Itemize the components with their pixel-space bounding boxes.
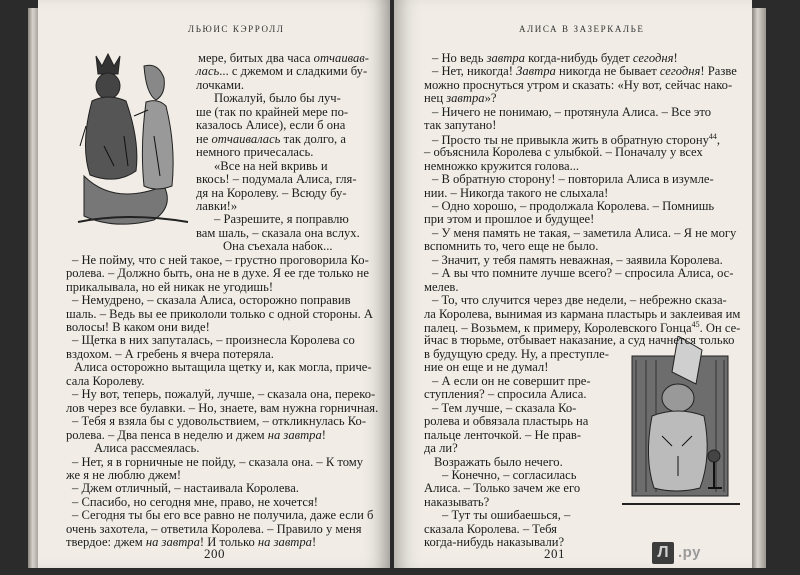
text-run: ! <box>321 427 326 442</box>
text-run: да ли? <box>424 441 458 456</box>
illustration-hatter-prison <box>622 336 740 508</box>
text-run: когда-нибудь наказывали? <box>424 535 565 550</box>
text-run: дя на Королеву. – Всюду бу- <box>196 185 347 200</box>
text-run: – Ну вот, теперь, пожалуй, лучше, – сказала она, переко- <box>72 387 376 402</box>
text-run: сала Королеву. <box>66 373 145 388</box>
text-run: Алиса. – Только зачем же его <box>424 481 581 496</box>
text-line <box>72 388 375 401</box>
open-book <box>8 0 784 575</box>
text-line <box>424 348 609 361</box>
text-line <box>424 308 740 321</box>
italic-word: лась <box>196 64 220 79</box>
text-line <box>196 106 348 119</box>
text-line <box>424 388 586 401</box>
text-run: – У меня память не такая, – заметила Алиса. – Я не могу <box>432 225 737 240</box>
text-line <box>196 65 367 78</box>
text-run: ! И только <box>199 535 258 550</box>
text-run: – Разрешите, я поправлю <box>214 212 349 227</box>
text-run: ролева и обвязала пластырь на <box>424 414 589 429</box>
text-run: вкось! – подумала Алиса, гля- <box>196 172 357 187</box>
italic-word: на завтра <box>257 535 312 550</box>
running-head-left: ЛЬЮИС КЭРРОЛЛ <box>188 24 285 34</box>
right-page-edges <box>752 8 766 568</box>
text-line <box>424 523 557 536</box>
text-run: – Одно хорошо, – продолжала Королева. – Помнишь <box>432 198 715 213</box>
italic-word: отчаивалась <box>211 131 281 146</box>
text-run: – Сегодня ты бы его все равно не получила, даже если б <box>72 508 374 523</box>
text-line <box>424 92 496 105</box>
italic-word: Завтра <box>516 64 556 79</box>
text-line <box>66 321 210 334</box>
text-run: Возражать было нечего. <box>434 454 563 469</box>
text-run: – Не пойму, что с ней такое, – грустно проговорила Ко- <box>72 252 369 267</box>
text-line <box>442 509 570 522</box>
text-run: »? <box>484 91 497 106</box>
text-run: немножко кружится голова... <box>424 158 580 173</box>
text-run: палец. – Возьмем, к примеру, Королевского Гонца <box>424 321 692 336</box>
text-line <box>196 200 237 213</box>
text-line <box>424 79 732 92</box>
right-page <box>394 0 752 568</box>
text-run: так запутано! <box>424 118 497 133</box>
text-line <box>196 173 357 186</box>
text-run: же я не люблю джем! <box>66 467 182 482</box>
italic-word: завтра <box>446 91 485 106</box>
text-run: – А если он не совершит пре- <box>432 373 591 388</box>
text-run: волосы! В каком они виде! <box>66 320 210 334</box>
text-line <box>223 240 333 253</box>
text-run: – Джем отличный, – настаивала Королева. <box>72 481 299 496</box>
text-run: йчас в тюрьме, отбывает наказание, а суд начнется только <box>424 333 735 348</box>
italic-word: сегодня <box>632 51 674 65</box>
text-line <box>424 429 581 442</box>
watermark-logo: Л <box>652 542 674 564</box>
text-line <box>72 496 318 509</box>
text-run: Алиса осторожно вытащила щетку и, как могла, приче- <box>74 360 372 375</box>
watermark-text: .ру <box>678 544 701 561</box>
text-line <box>74 361 372 374</box>
text-run: . Он се- <box>699 321 741 336</box>
text-line <box>94 442 199 455</box>
text-line <box>432 254 723 267</box>
text-run: – Конечно, – согласилась <box>442 467 577 482</box>
text-run: нии. – Никогда такого не слыхала! <box>424 185 609 200</box>
text-run: – Тут ты ошибаешься, – <box>442 508 571 523</box>
text-run: ! Разве <box>700 64 737 79</box>
text-line <box>66 308 373 321</box>
text-run: пальце ленточкой. – Не прав- <box>424 427 582 442</box>
text-run: нец <box>424 91 447 106</box>
illustration-white-queen <box>74 46 194 226</box>
text-run: ... с джемом и сладкими бу- <box>219 64 368 79</box>
running-head-right: АЛИСА В ЗАЗЕРКАЛЬЕ <box>519 24 645 34</box>
text-line <box>424 213 594 226</box>
text-line <box>432 294 727 307</box>
text-run: Пожалуй, было бы луч- <box>214 91 341 106</box>
text-run: сказала Королева. – Тебя <box>424 521 557 536</box>
text-line <box>196 133 346 146</box>
text-line <box>432 375 591 388</box>
text-run: лов через все булавки. – Но, знаете, вам нужна горничная. <box>66 400 379 415</box>
text-run: когда-нибудь будет <box>524 51 633 65</box>
text-run: – Щетка в них запуталась, – произнесла Королева со <box>72 333 355 348</box>
page-number-right: 201 <box>544 546 565 561</box>
text-line <box>214 213 349 226</box>
text-run: – объяснила Королева с улыбкой. – Поначалу у всех <box>424 145 703 160</box>
text-run: ролева. – Два пенса в неделю и джем <box>66 427 268 442</box>
italic-word: на завтра <box>267 427 322 442</box>
text-run: очень захотела, – ответила Королева. – Правило у меня <box>66 521 362 536</box>
text-line <box>72 509 373 522</box>
text-line <box>424 496 489 509</box>
text-run: – Значит, у тебя память неважная, – заявила Королева. <box>432 252 723 267</box>
text-line <box>72 482 299 495</box>
text-run: , <box>716 132 721 147</box>
text-run: – Нет, я в горничные не пойду, – сказала она. – К тому <box>72 454 364 469</box>
text-line <box>196 146 313 159</box>
text-run: ше (так по крайней мере по- <box>196 104 349 119</box>
text-line <box>66 536 316 549</box>
italic-word: сегодня <box>659 64 701 79</box>
text-line <box>424 415 588 428</box>
text-line <box>432 106 711 119</box>
text-line <box>424 187 608 200</box>
text-line <box>432 200 714 213</box>
text-line <box>196 79 244 92</box>
text-line <box>442 469 576 482</box>
text-run: никогда не бывает <box>555 64 660 79</box>
left-page <box>38 0 390 568</box>
text-line <box>66 375 145 388</box>
text-line <box>432 52 678 65</box>
page-number-left: 200 <box>204 546 225 561</box>
text-run: – То, что случится через две недели, – небрежно сказа- <box>432 293 727 308</box>
text-run: вздохом. – А гребень я вчера потеряла. <box>66 346 274 361</box>
text-line <box>424 482 580 495</box>
text-line <box>72 254 369 267</box>
text-line <box>66 281 273 294</box>
text-run: – Тем лучше, – сказала Ко- <box>432 400 577 415</box>
text-line <box>214 92 341 105</box>
text-run: шаль. – Ведь вы ее прикололи только с одной стороны. А <box>66 306 373 321</box>
text-run: – В обратную сторону! – повторила Алиса в изумле- <box>432 172 714 187</box>
text-line <box>66 267 369 280</box>
text-run: ! <box>673 51 678 65</box>
text-run: ние он еще и не думал! <box>424 360 549 375</box>
text-line <box>72 334 355 347</box>
text-line <box>424 281 459 294</box>
text-line <box>424 334 734 347</box>
text-run: немного причесалась. <box>196 145 314 160</box>
italic-word: на завтра <box>145 535 200 550</box>
text-run: – А вы что помните лучше всего? – спросила Алиса, ос- <box>432 266 734 281</box>
text-run: мере, битых два часа <box>198 51 314 65</box>
text-line <box>66 469 181 482</box>
text-run: вам шаль, – сказала она вслух. <box>196 225 360 240</box>
text-line <box>66 429 326 442</box>
italic-word: отчаивав- <box>313 51 369 65</box>
text-run: так долго, а <box>280 131 346 146</box>
text-line <box>424 442 458 455</box>
text-run: – Немудрено, – сказала Алиса, осторожно поправив <box>72 293 351 308</box>
text-run: – Спасибо, но сегодня мне, право, не хочется! <box>72 494 318 509</box>
text-run: мелев. <box>424 279 459 294</box>
text-run: в будущую среду. Ну, а преступле- <box>424 346 609 361</box>
text-run: – Нет, никогда! <box>432 64 517 79</box>
text-line <box>432 65 737 78</box>
text-run: ролева. – Должно быть, она не в духе. Я ее где только не <box>66 266 369 281</box>
text-run: Алиса рассмеялась. <box>94 441 200 456</box>
text-run: – Просто ты не привыкла жить в обратную сторону <box>432 132 709 147</box>
text-run: не <box>196 131 212 146</box>
text-run: казалось Алисе), если б она <box>196 118 346 133</box>
italic-word: завтра <box>486 51 525 65</box>
text-line <box>72 294 351 307</box>
text-line <box>424 160 579 173</box>
text-run: лочками. <box>196 77 244 92</box>
text-line <box>72 456 363 469</box>
text-run: – Тебя я взяла бы с удовольствием, – откликнулась Ко- <box>72 414 367 429</box>
text-run: ла Королева, вынимая из кармана пластырь и заклеивая им <box>424 306 741 321</box>
text-run: вспомнить то, чего еще не было. <box>424 239 599 254</box>
text-line <box>432 267 733 280</box>
text-run: лавки!» <box>196 198 238 213</box>
text-run: «Все на ней вкривь и <box>214 158 328 173</box>
text-line <box>198 52 369 65</box>
text-run: Она съехала набок... <box>223 239 333 254</box>
text-line <box>66 523 362 536</box>
text-line <box>432 402 576 415</box>
text-line <box>66 402 378 415</box>
text-run: – Но ведь <box>432 51 487 65</box>
text-line <box>66 348 274 361</box>
text-line <box>424 361 548 374</box>
footnote-ref: 45 <box>691 320 700 329</box>
text-run: можно проснуться утром и сказать: «Ну вот, сейчас нако- <box>424 77 733 92</box>
text-run: прикалывала, но ей никак не угодишь! <box>66 279 274 294</box>
text-line <box>196 119 345 132</box>
text-line <box>424 240 598 253</box>
text-run: ! <box>311 535 317 550</box>
text-run: наказывать? <box>424 494 490 509</box>
text-run: твердое: джем <box>66 535 146 550</box>
text-run: при этом и прошлое и будущее! <box>424 212 595 227</box>
text-line <box>432 173 714 186</box>
text-run: – Ничего не понимаю, – протянула Алиса. – Все это <box>432 104 712 119</box>
text-line <box>196 187 347 200</box>
text-line <box>432 227 736 240</box>
footnote-ref: 44 <box>708 131 717 141</box>
text-line <box>424 146 703 159</box>
text-line <box>424 119 496 132</box>
text-line <box>434 456 563 469</box>
text-line <box>214 160 328 173</box>
text-line <box>72 415 366 428</box>
text-line <box>196 227 360 240</box>
text-run: ступления? – спросила Алиса. <box>424 387 587 402</box>
